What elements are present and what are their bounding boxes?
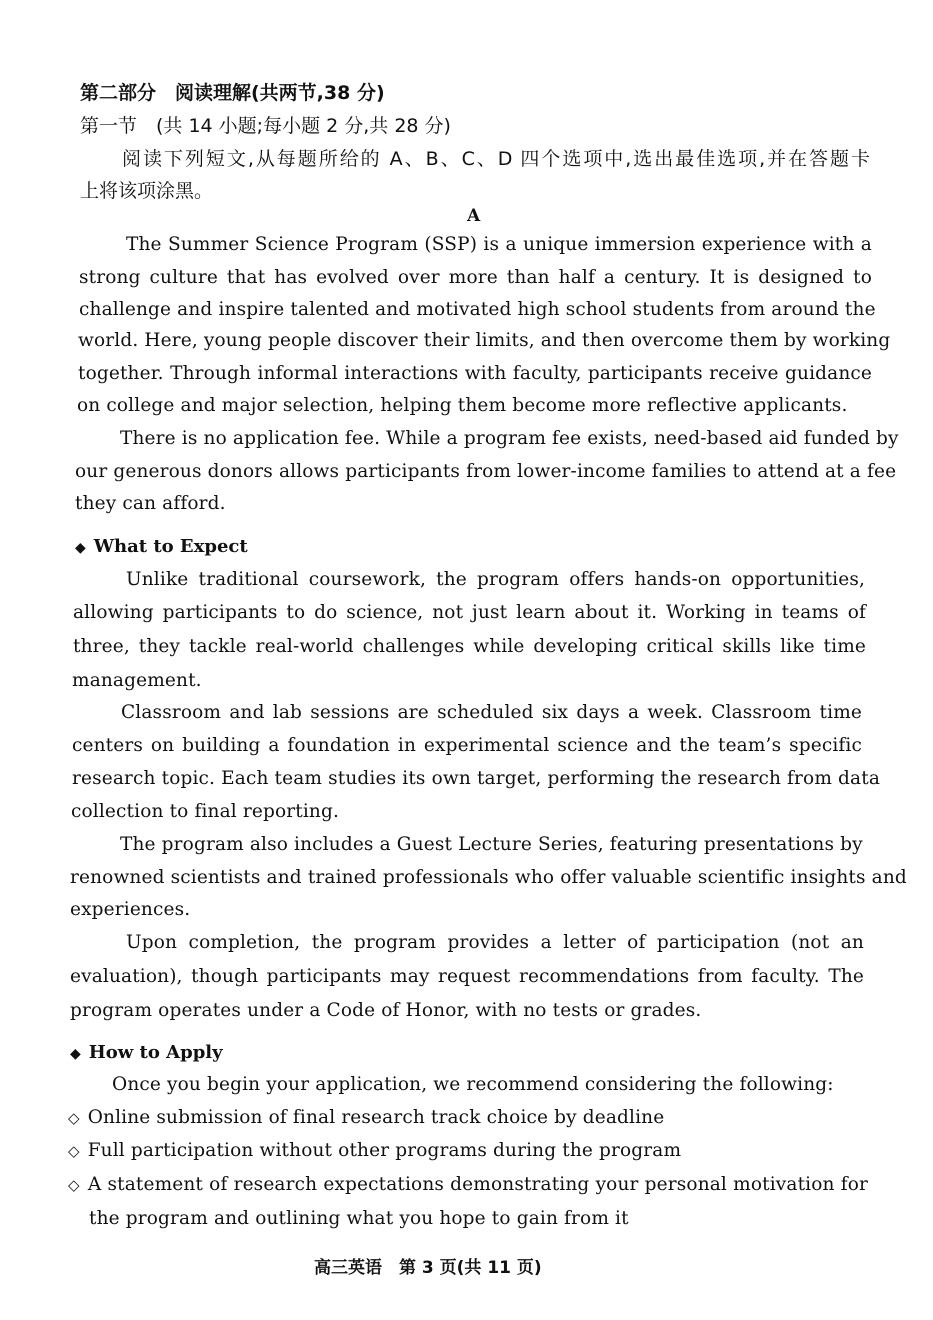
passage-text-line: Once you begin your application, we recommend considering the following: xyxy=(112,1074,834,1095)
passage-text-line: Upon completion, the program provides a letter of participation (not an xyxy=(126,932,864,953)
passage-text-line: collection to final reporting. xyxy=(71,801,339,822)
passage-letter: A xyxy=(467,206,481,226)
passage-text-line: on college and major selection, helping them become more reflective applicants. xyxy=(77,395,848,416)
passage-text-line: allowing participants to do science, not just learn about it. Working in teams of xyxy=(73,602,866,623)
diamond-bullet-icon: ◆ xyxy=(75,540,86,556)
hollow-diamond-bullet-icon: ◇ xyxy=(68,1176,80,1194)
passage-text-line: world. Here, young people discover their limits, and then overcome them by working xyxy=(78,330,891,351)
passage-text-line: There is no application fee. While a program fee exists, need-based aid funded by xyxy=(120,428,899,449)
passage-text-line: The Summer Science Program (SSP) is a unique immersion experience with a xyxy=(126,234,872,255)
subheading-how-to-apply xyxy=(70,1042,223,1063)
passage-text-line: renowned scientists and trained professionals who offer valuable scientific insights and xyxy=(70,867,907,888)
instruction-line: 阅读下列短文,从每题所给的 A、B、C、D 四个选项中,选出最佳选项,并在答题卡 xyxy=(122,148,870,170)
passage-text-line: our generous donors allows participants from lower-income families to attend at a fee xyxy=(75,461,897,482)
hollow-diamond-bullet-icon: ◇ xyxy=(68,1142,80,1160)
passage-text-line: Unlike traditional coursework, the program offers hands-on opportunities, xyxy=(126,569,865,590)
passage-text-line: research topic. Each team studies its own target, performing the research from data xyxy=(72,768,880,789)
passage-text-line: strong culture that has evolved over more than half a century. It is designed to xyxy=(79,267,872,288)
diamond-bullet-icon: ◆ xyxy=(70,1046,81,1062)
list-item-continuation: the program and outlining what you hope to gain from it xyxy=(89,1208,629,1229)
passage-text-line: together. Through informal interactions with faculty, participants receive guidance xyxy=(78,363,872,384)
list-item-text: A statement of research expectations demonstrating your personal motivation for xyxy=(87,1174,869,1195)
passage-text-line: centers on building a foundation in experimental science and the team’s specific xyxy=(72,735,862,756)
subheading-what-to-expect xyxy=(75,536,248,557)
instruction-line: 上将该项涂黑。 xyxy=(80,180,214,202)
passage-text-line: The program also includes a Guest Lecture Series, featuring presentations by xyxy=(120,834,863,855)
passage-text-line: experiences. xyxy=(70,899,191,920)
section-heading: 第一节 (共 14 小题;每小题 2 分,共 28 分) xyxy=(80,115,451,137)
list-item-text: Online submission of final research track choice by deadline xyxy=(87,1107,665,1128)
subheading-label: What to Expect xyxy=(93,536,248,557)
passage-text-line: management. xyxy=(72,670,202,691)
page-footer: 高三英语 第 3 页(共 11 页) xyxy=(314,1258,542,1278)
part-heading: 第二部分 阅读理解(共两节,38 分) xyxy=(80,82,385,104)
list-item xyxy=(68,1107,664,1128)
hollow-diamond-bullet-icon: ◇ xyxy=(68,1109,80,1127)
list-item xyxy=(68,1174,868,1195)
passage-text-line: three, they tackle real-world challenges while developing critical skills like time xyxy=(73,636,866,657)
passage-text-line: they can afford. xyxy=(75,493,226,514)
passage-text-line: evaluation), though participants may request recommendations from faculty. The xyxy=(70,966,864,987)
subheading-label: How to Apply xyxy=(88,1042,223,1063)
passage-text-line: program operates under a Code of Honor, with no tests or grades. xyxy=(70,1000,702,1021)
passage-text-line: challenge and inspire talented and motivated high school students from around the xyxy=(79,299,876,320)
list-item xyxy=(68,1140,681,1161)
list-item-text: Full participation without other programs during the program xyxy=(87,1140,682,1161)
passage-text-line: Classroom and lab sessions are scheduled six days a week. Classroom time xyxy=(121,702,862,723)
